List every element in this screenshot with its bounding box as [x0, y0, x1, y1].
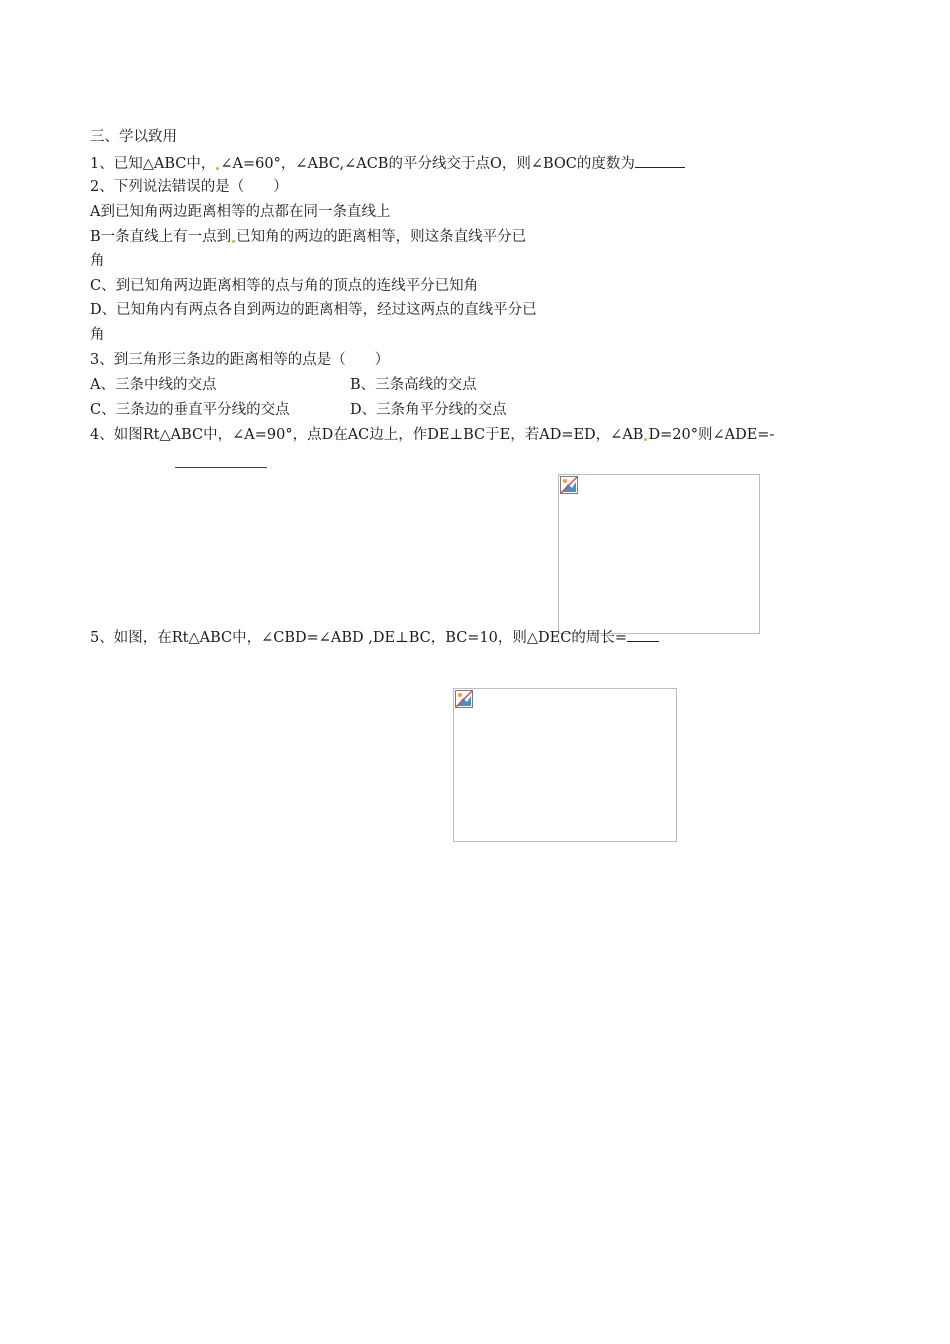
answer-blank-5	[627, 626, 659, 642]
answer-blank-4	[175, 466, 267, 468]
mark-dot	[232, 240, 235, 243]
broken-image-icon	[560, 476, 578, 494]
answer-blank-1	[635, 152, 685, 168]
question-4-part2: D=20°则∠ADE=-	[648, 427, 775, 443]
question-2-option-c: C、到已知角两边距离相等的点与角的顶点的连线平分已知角	[90, 278, 479, 294]
question-1	[90, 152, 685, 174]
question-1-prefix: 1、已知△ABC中，	[90, 156, 216, 172]
question-3-option-a: A、三条中线的交点	[90, 377, 217, 393]
question-3-option-b: B、三条高线的交点	[350, 377, 477, 393]
figure-5-image	[453, 688, 677, 842]
question-3-option-d: D、三条角平分线的交点	[350, 402, 507, 418]
question-2-option-d-continued: 角	[90, 327, 105, 343]
question-1-body: ∠A=60°，∠ABC,∠ACB的平分线交于点O，则∠BOC的度数为	[220, 156, 635, 172]
question-3-option-c: C、三条边的垂直平分线的交点	[90, 402, 290, 418]
section-title: 三、学以致用	[90, 129, 177, 145]
question-2-stem: 2、下列说法错误的是（ ）	[90, 179, 288, 195]
question-4-part1: 4、如图Rt△ABC中，∠A=90°，点D在AC边上，作DE⊥BC于E，若AD=ED，∠AB	[90, 427, 644, 443]
figure-4-image	[558, 474, 760, 634]
question-5	[90, 626, 659, 648]
mark-dot	[216, 167, 219, 170]
question-2-option-d: D、已知角内有两点各自到两边的距离相等，经过这两点的直线平分已	[90, 302, 537, 318]
question-3-stem: 3、到三角形三条边的距离相等的点是（ ）	[90, 352, 390, 368]
question-2-option-b-part2: 已知角的两边的距离相等，则这条直线平分已	[236, 229, 527, 245]
question-2-option-b-part1: B一条直线上有一点到	[90, 229, 232, 245]
broken-image-icon	[455, 690, 473, 708]
question-5-text: 5、如图，在Rt△ABC中，∠CBD=∠ABD ,DE⊥BC，BC=10，则△DEC的周长=	[90, 630, 627, 646]
question-2-option-a: A到已知角两边距离相等的点都在同一条直线上	[90, 204, 391, 220]
question-2-option-b	[90, 227, 526, 247]
question-4	[90, 425, 774, 445]
question-2-option-b-continued: 角	[90, 253, 105, 269]
